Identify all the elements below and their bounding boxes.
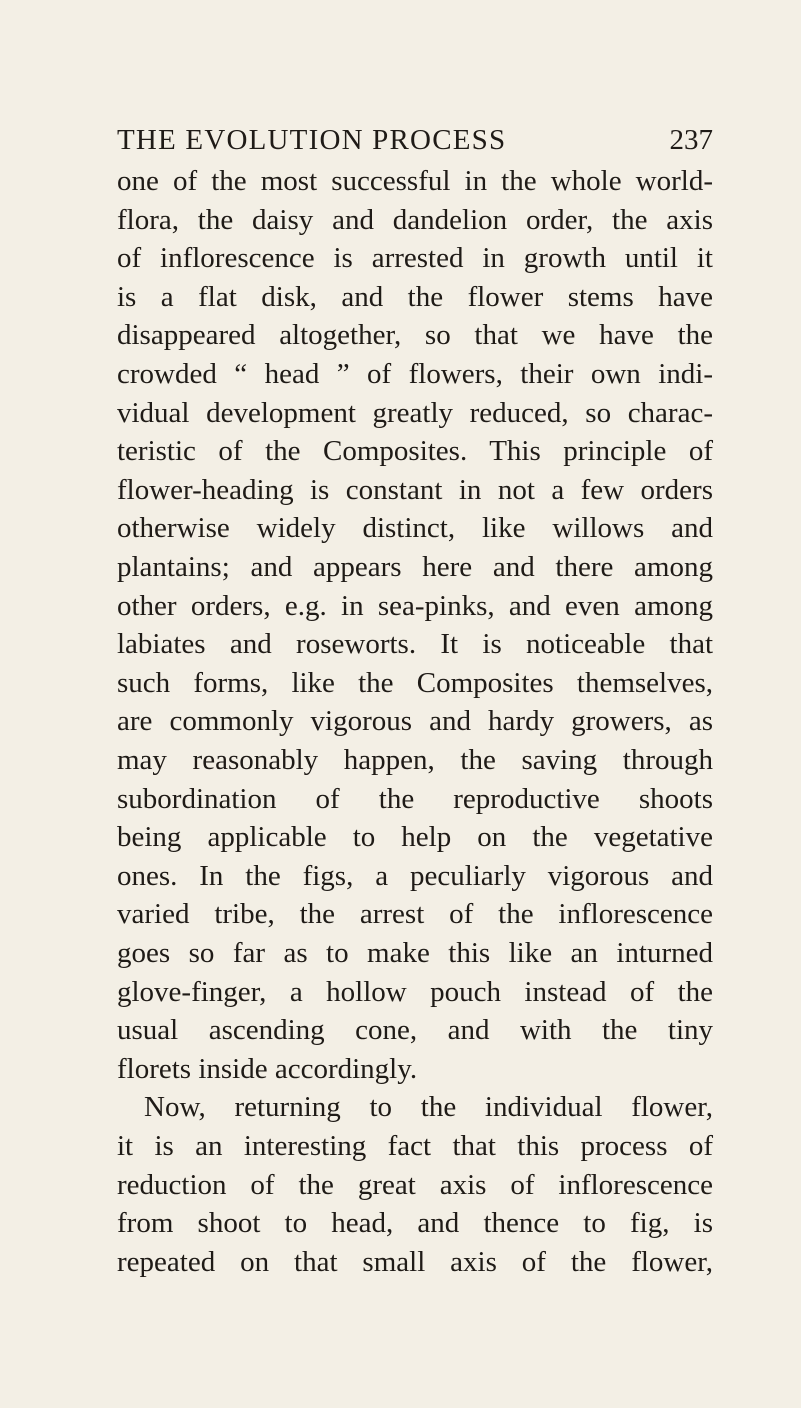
page-number: 237 (669, 124, 713, 156)
text-line: being applicable to help on the vegetative (117, 821, 713, 854)
text-line: goes so far as to make this like an inturned (117, 937, 713, 969)
text-line: plantains; and appears here and there among (117, 551, 713, 583)
text-line: otherwise widely distinct, like willows and (117, 512, 713, 545)
text-line: may reasonably happen, the saving through (117, 744, 713, 776)
text-line: are commonly vigorous and hardy growers, as (117, 705, 713, 738)
text-line: glove-finger, a hollow pouch instead of the (117, 975, 713, 1008)
text-line: labiates and roseworts. It is noticeable that (117, 628, 713, 661)
text-line: reduction of the great axis of inflorescence (117, 1168, 713, 1201)
text-line: other orders, e.g. in sea-pinks, and even among (117, 589, 713, 622)
text-line: varied tribe, the arrest of the inflorescence (117, 898, 713, 931)
text-line: of inflorescence is arrested in growth until it (117, 242, 713, 275)
text-line: is a flat disk, and the flower stems have (117, 280, 713, 313)
text-line: such forms, like the Composites themselves, (117, 666, 713, 699)
text-line: flower-heading is constant in not a few orders (117, 473, 713, 506)
text-line: teristic of the Composites. This principle of (117, 435, 713, 468)
text-line: from shoot to head, and thence to fig, is (117, 1207, 713, 1240)
text-line: flora, the daisy and dandelion order, the axis (117, 203, 713, 236)
text-line: Now, returning to the individual flower, (144, 1091, 713, 1124)
text-line: usual ascending cone, and with the tiny (117, 1014, 713, 1047)
text-line: it is an interesting fact that this process of (117, 1130, 713, 1162)
running-title: THE EVOLUTION PROCESS (117, 124, 507, 156)
text-line: vidual development greatly reduced, so charac- (117, 396, 713, 429)
text-line: ones. In the figs, a peculiarly vigorous and (117, 859, 713, 892)
text-line: subordination of the reproductive shoots (117, 782, 713, 815)
text-line: one of the most successful in the whole world- (117, 165, 713, 197)
text-line: disappeared altogether, so that we have the (117, 319, 713, 352)
text-line: repeated on that small axis of the flower, (117, 1245, 713, 1278)
text-line: florets inside accordingly. (117, 1052, 418, 1085)
running-head (0, 120, 801, 160)
text-line: crowded “ head ” of flowers, their own indi- (117, 358, 713, 390)
